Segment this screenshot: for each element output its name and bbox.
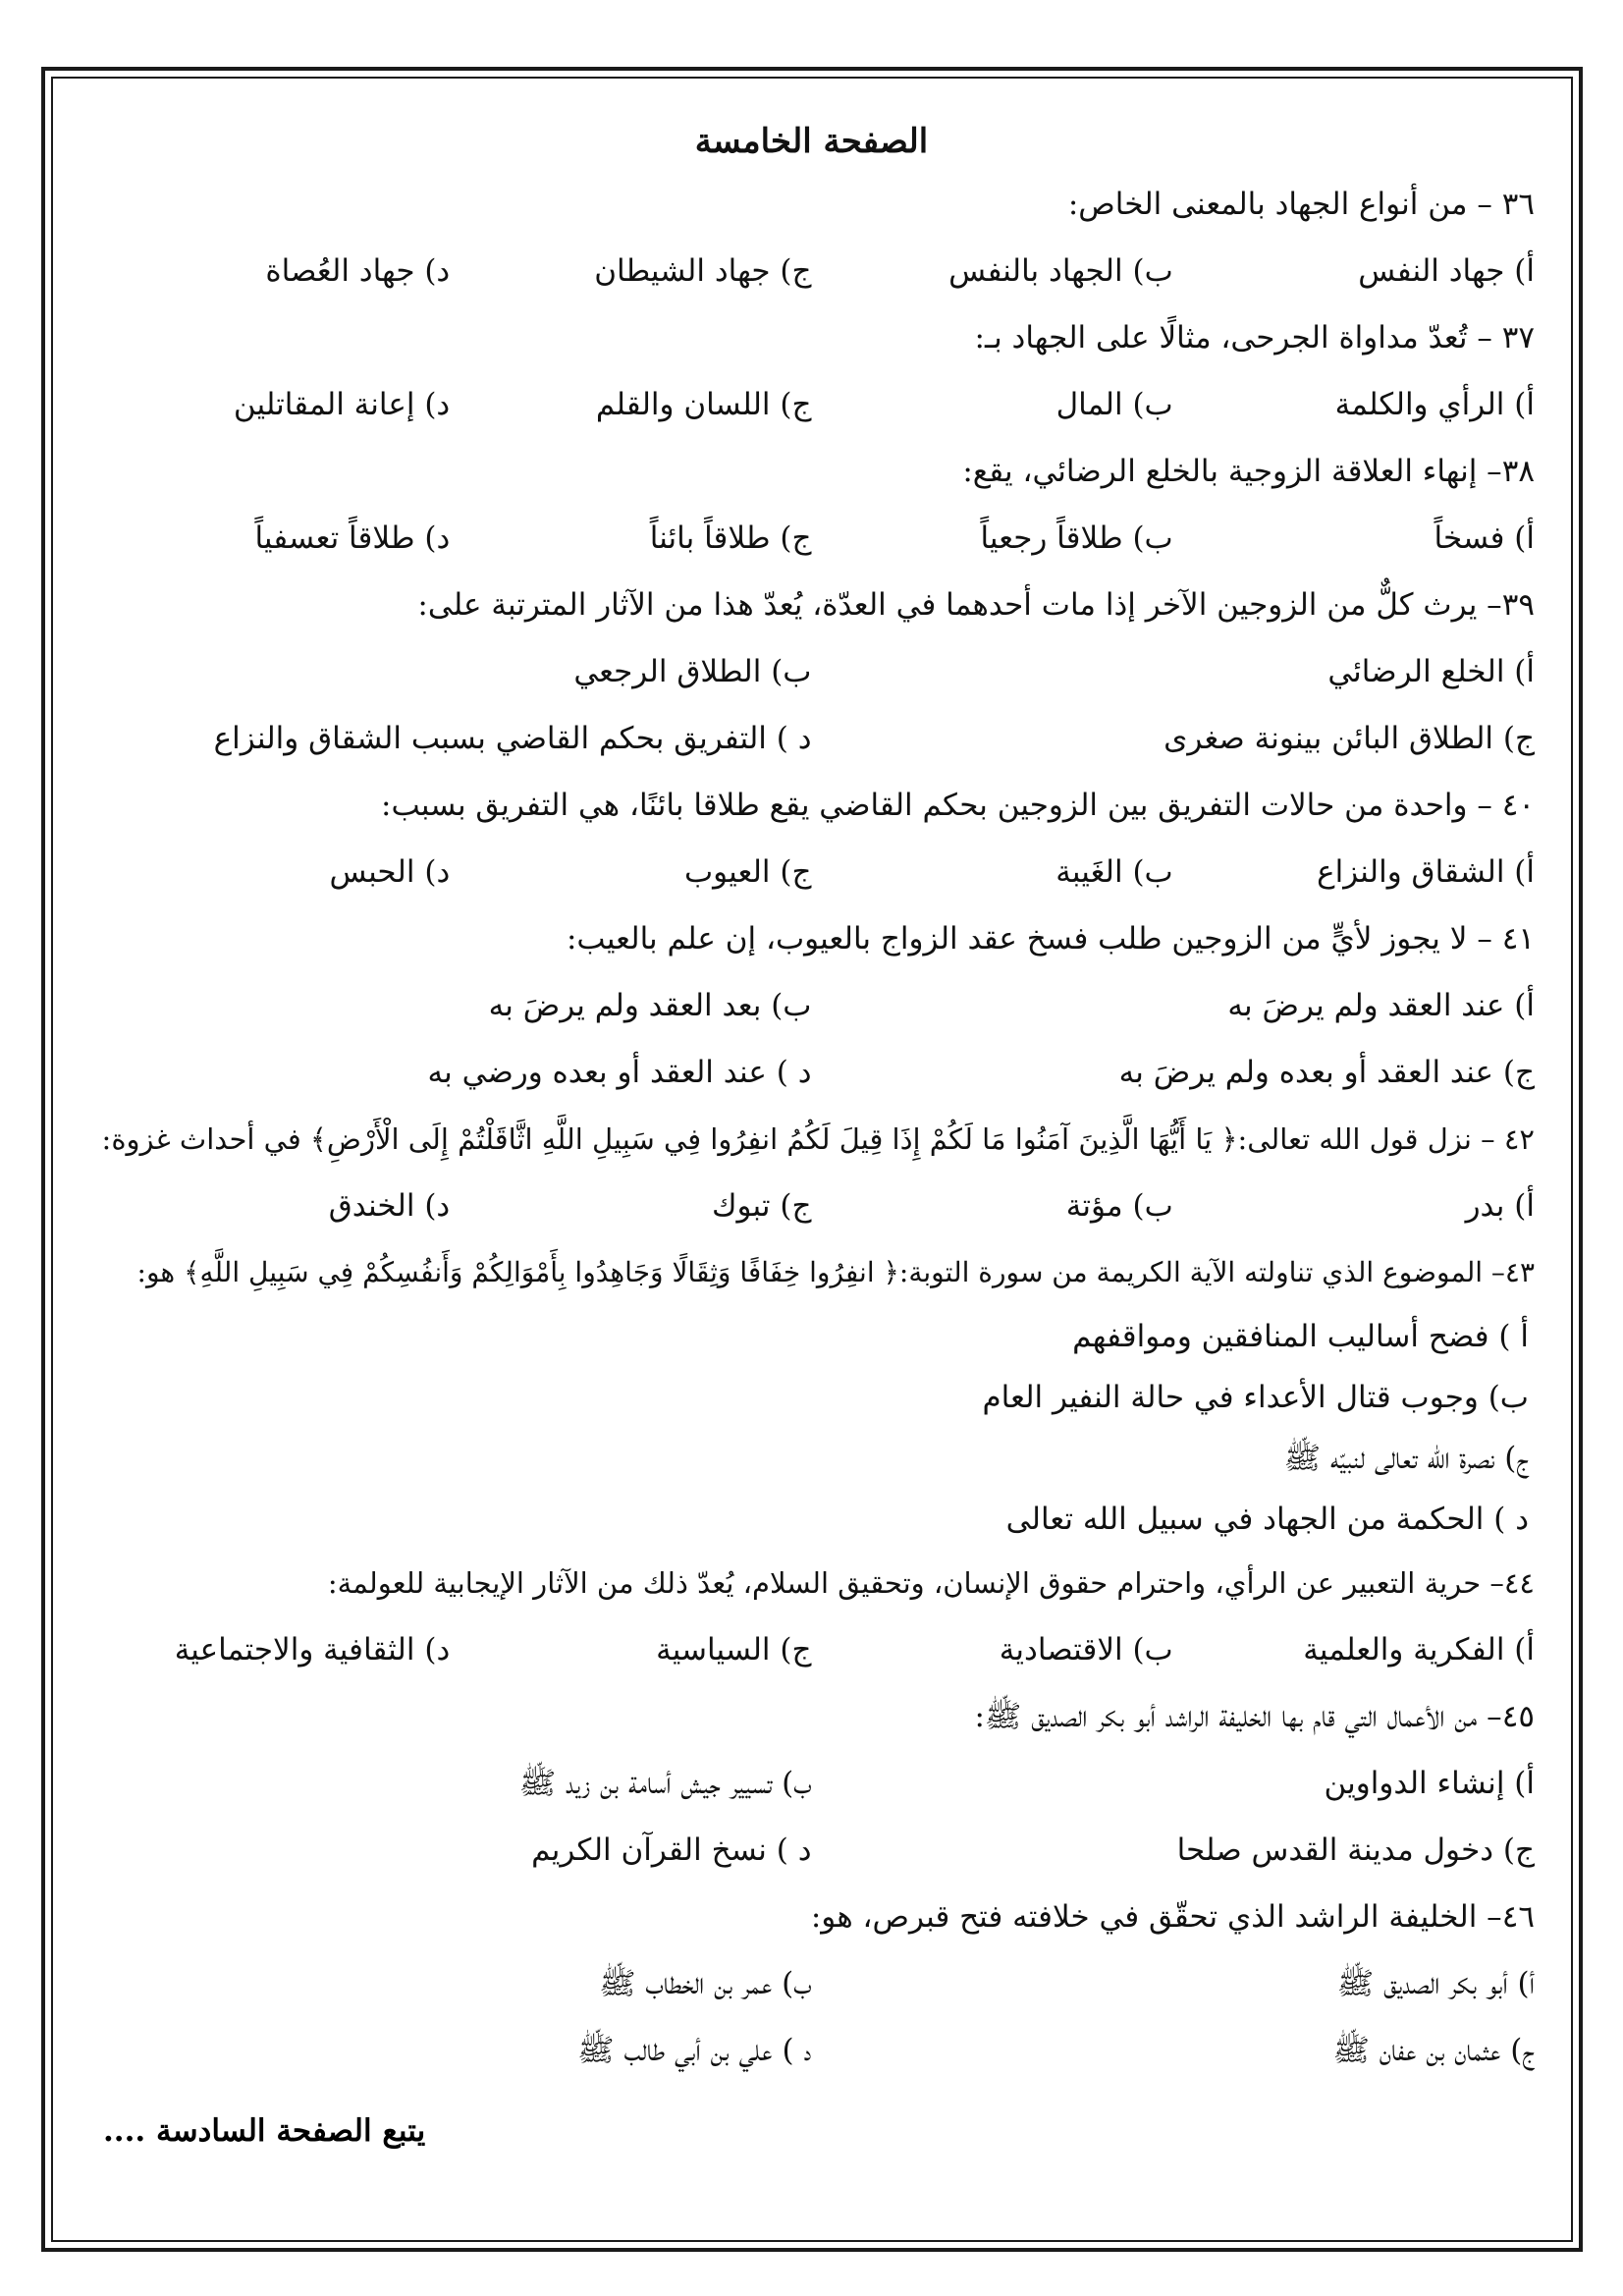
option-c: ج) السياسية [656, 1632, 812, 1667]
question-42-options [88, 1173, 1535, 1239]
option-c: ج) جهاد الشيطان [594, 253, 812, 289]
option-d: د ) علي بن أبي طالب ﷺ [577, 2033, 812, 2068]
option-a: أ) الرأي والكلمة [1334, 387, 1535, 422]
question-43-stem: ٤٣– الموضوع الذي تناولته الآية الكريمة من سورة التوبة:﴿ انفِرُوا خِفَافًا وَثِقَالًا وَجَاهِدُوا بِأَمْوَالِكُمْ وَأَنفُسِكُمْ فِي سَبِيلِ اللَّهِ﴾ هو: [136, 1256, 1535, 1288]
option-a: أ) فسخاً [1434, 520, 1535, 556]
question-40-options [88, 839, 1535, 905]
option-d: د ) نسخ القرآن الكريم [531, 1832, 812, 1868]
question-37-stem: ٣٧ – تُعدّ مداواة الجرحى، مثالًا على الجهاد بـ: [974, 320, 1535, 355]
option-b: ب) بعد العقد ولم يرضَ به [488, 988, 812, 1023]
question-36-options [88, 238, 1535, 304]
option-c: ج) نصرة الله تعالى لنبيّه ﷺ [1283, 1441, 1529, 1476]
option-c: ج) دخول مدينة القدس صلحا [1176, 1832, 1535, 1868]
option-c: ج) طلاقاً بائناً [649, 520, 812, 556]
option-d: د) إعانة المقاتلين [233, 387, 451, 422]
option-b: ب) المال [1055, 387, 1173, 422]
option-b: ب) تسيير جيش أسامة بن زيد ﷺ [518, 1766, 812, 1801]
option-d: د) الحبس [329, 854, 451, 890]
question-45-options-row-2 [88, 1817, 1535, 1884]
question-39-stem: ٣٩– يرث كلٌّ من الزوجين الآخر إذا مات أحدهما في العدّة، يُعدّ هذا من الآثار المترتبة على: [417, 587, 1535, 623]
option-b: ب) وجوب قتال الأعداء في حالة النفير العام [982, 1380, 1529, 1415]
option-c: ج) اللسان والقلم [595, 387, 812, 422]
option-c: ج) العيوب [683, 854, 812, 890]
option-b: ب) الاقتصادية [999, 1632, 1173, 1667]
continue-note: يتبع الصفحة السادسة .... [103, 2113, 426, 2149]
option-a: أ) أبو بكر الصديق ﷺ [1336, 1966, 1535, 2001]
option-b: ب) الطلاق الرجعي [573, 654, 812, 689]
question-46-options-row-1 [88, 1950, 1535, 2017]
question-41-options-row-1 [88, 972, 1535, 1039]
option-d: د ) الحكمة من الجهاد في سبيل الله تعالى [1005, 1502, 1529, 1537]
option-b: ب) عمر بن الخطاب ﷺ [599, 1966, 812, 2001]
question-45-options-row-1 [88, 1750, 1535, 1817]
option-a: أ) جهاد النفس [1358, 253, 1535, 289]
option-b: ب) الغَيبة [1055, 854, 1173, 890]
option-c: ج) تبوك [711, 1188, 812, 1224]
option-b: ب) مؤتة [1065, 1188, 1173, 1224]
option-a: أ) إنشاء الدواوين [1324, 1766, 1535, 1801]
option-d: د) طلاقاً تعسفياً [254, 520, 451, 556]
question-38-stem: ٣٨– إنهاء العلاقة الزوجية بالخلع الرضائي، يقع: [962, 454, 1535, 489]
option-d: د ) التفريق بحكم القاضي بسبب الشقاق والنزاع [213, 721, 812, 756]
option-c: ج) عثمان بن عفان ﷺ [1332, 2033, 1535, 2068]
exam-page-content [88, 98, 1535, 2084]
option-a: أ) الشقاق والنزاع [1317, 854, 1535, 890]
option-a: أ) عند العقد ولم يرضَ به [1227, 988, 1535, 1023]
option-b: ب) الجهاد بالنفس [948, 253, 1173, 289]
option-b: ب) طلاقاً رجعياً [980, 520, 1173, 556]
option-a: أ) الخلع الرضائي [1327, 654, 1535, 689]
option-a: أ) الفكرية والعلمية [1303, 1632, 1535, 1667]
question-39-options-row-1 [88, 638, 1535, 705]
option-a: أ ) فضح أساليب المنافقين ومواقفهم [1072, 1319, 1529, 1354]
question-40-stem: ٤٠ – واحدة من حالات التفريق بين الزوجين بحكم القاضي يقع طلاقا بائنًا، هي التفريق بسبب: [381, 788, 1535, 823]
question-45-stem: ٤٥– من الأعمال التي قام بها الخليفة الراشد أبو بكر الصديق ﷺ: [974, 1699, 1535, 1734]
question-46-stem: ٤٦– الخليفة الراشد الذي تحقّق في خلافته فتح قبرص، هو: [810, 1899, 1535, 1935]
option-d: د) جهاد العُصاة [265, 253, 451, 289]
option-d: د ) عند العقد أو بعده ورضي به [427, 1055, 812, 1090]
question-36-stem: ٣٦ – من أنواع الجهاد بالمعنى الخاص: [1067, 187, 1535, 222]
page-title: الصفحة الخامسة [694, 122, 929, 161]
option-a: أ) بدر [1465, 1188, 1535, 1224]
option-c: ج) عند العقد أو بعده ولم يرضَ به [1118, 1055, 1535, 1090]
option-d: د) الخندق [328, 1188, 451, 1224]
question-41-options-row-2 [88, 1039, 1535, 1106]
question-41-stem: ٤١ – لا يجوز لأيٍّ من الزوجين طلب فسخ عقد الزواج بالعيوب، إن علم بالعيب: [566, 921, 1535, 957]
question-38-options [88, 505, 1535, 572]
question-39-options-row-2 [88, 705, 1535, 772]
option-d: د) الثقافية والاجتماعية [174, 1632, 451, 1667]
question-42-stem: ٤٢ – نزل قول الله تعالى:﴿ يَا أَيُّهَا الَّذِينَ آمَنُوا مَا لَكُمْ إِذَا قِيلَ لَكُمُ انفِرُوا فِي سَبِيلِ اللَّهِ اثَّاقَلْتُمْ إِلَى الْأَرْضِ﴾ في أحداث غزوة: [101, 1122, 1535, 1156]
question-44-stem: ٤٤– حرية التعبير عن الرأي، واحترام حقوق الإنسان، وتحقيق السلام، يُعدّ ذلك من الآثار الإيجابية للعولمة: [327, 1566, 1535, 1600]
question-44-options [88, 1616, 1535, 1683]
question-46-options-row-2 [88, 2017, 1535, 2084]
option-c: ج) الطلاق البائن بينونة صغرى [1163, 721, 1535, 756]
question-37-options [88, 371, 1535, 438]
